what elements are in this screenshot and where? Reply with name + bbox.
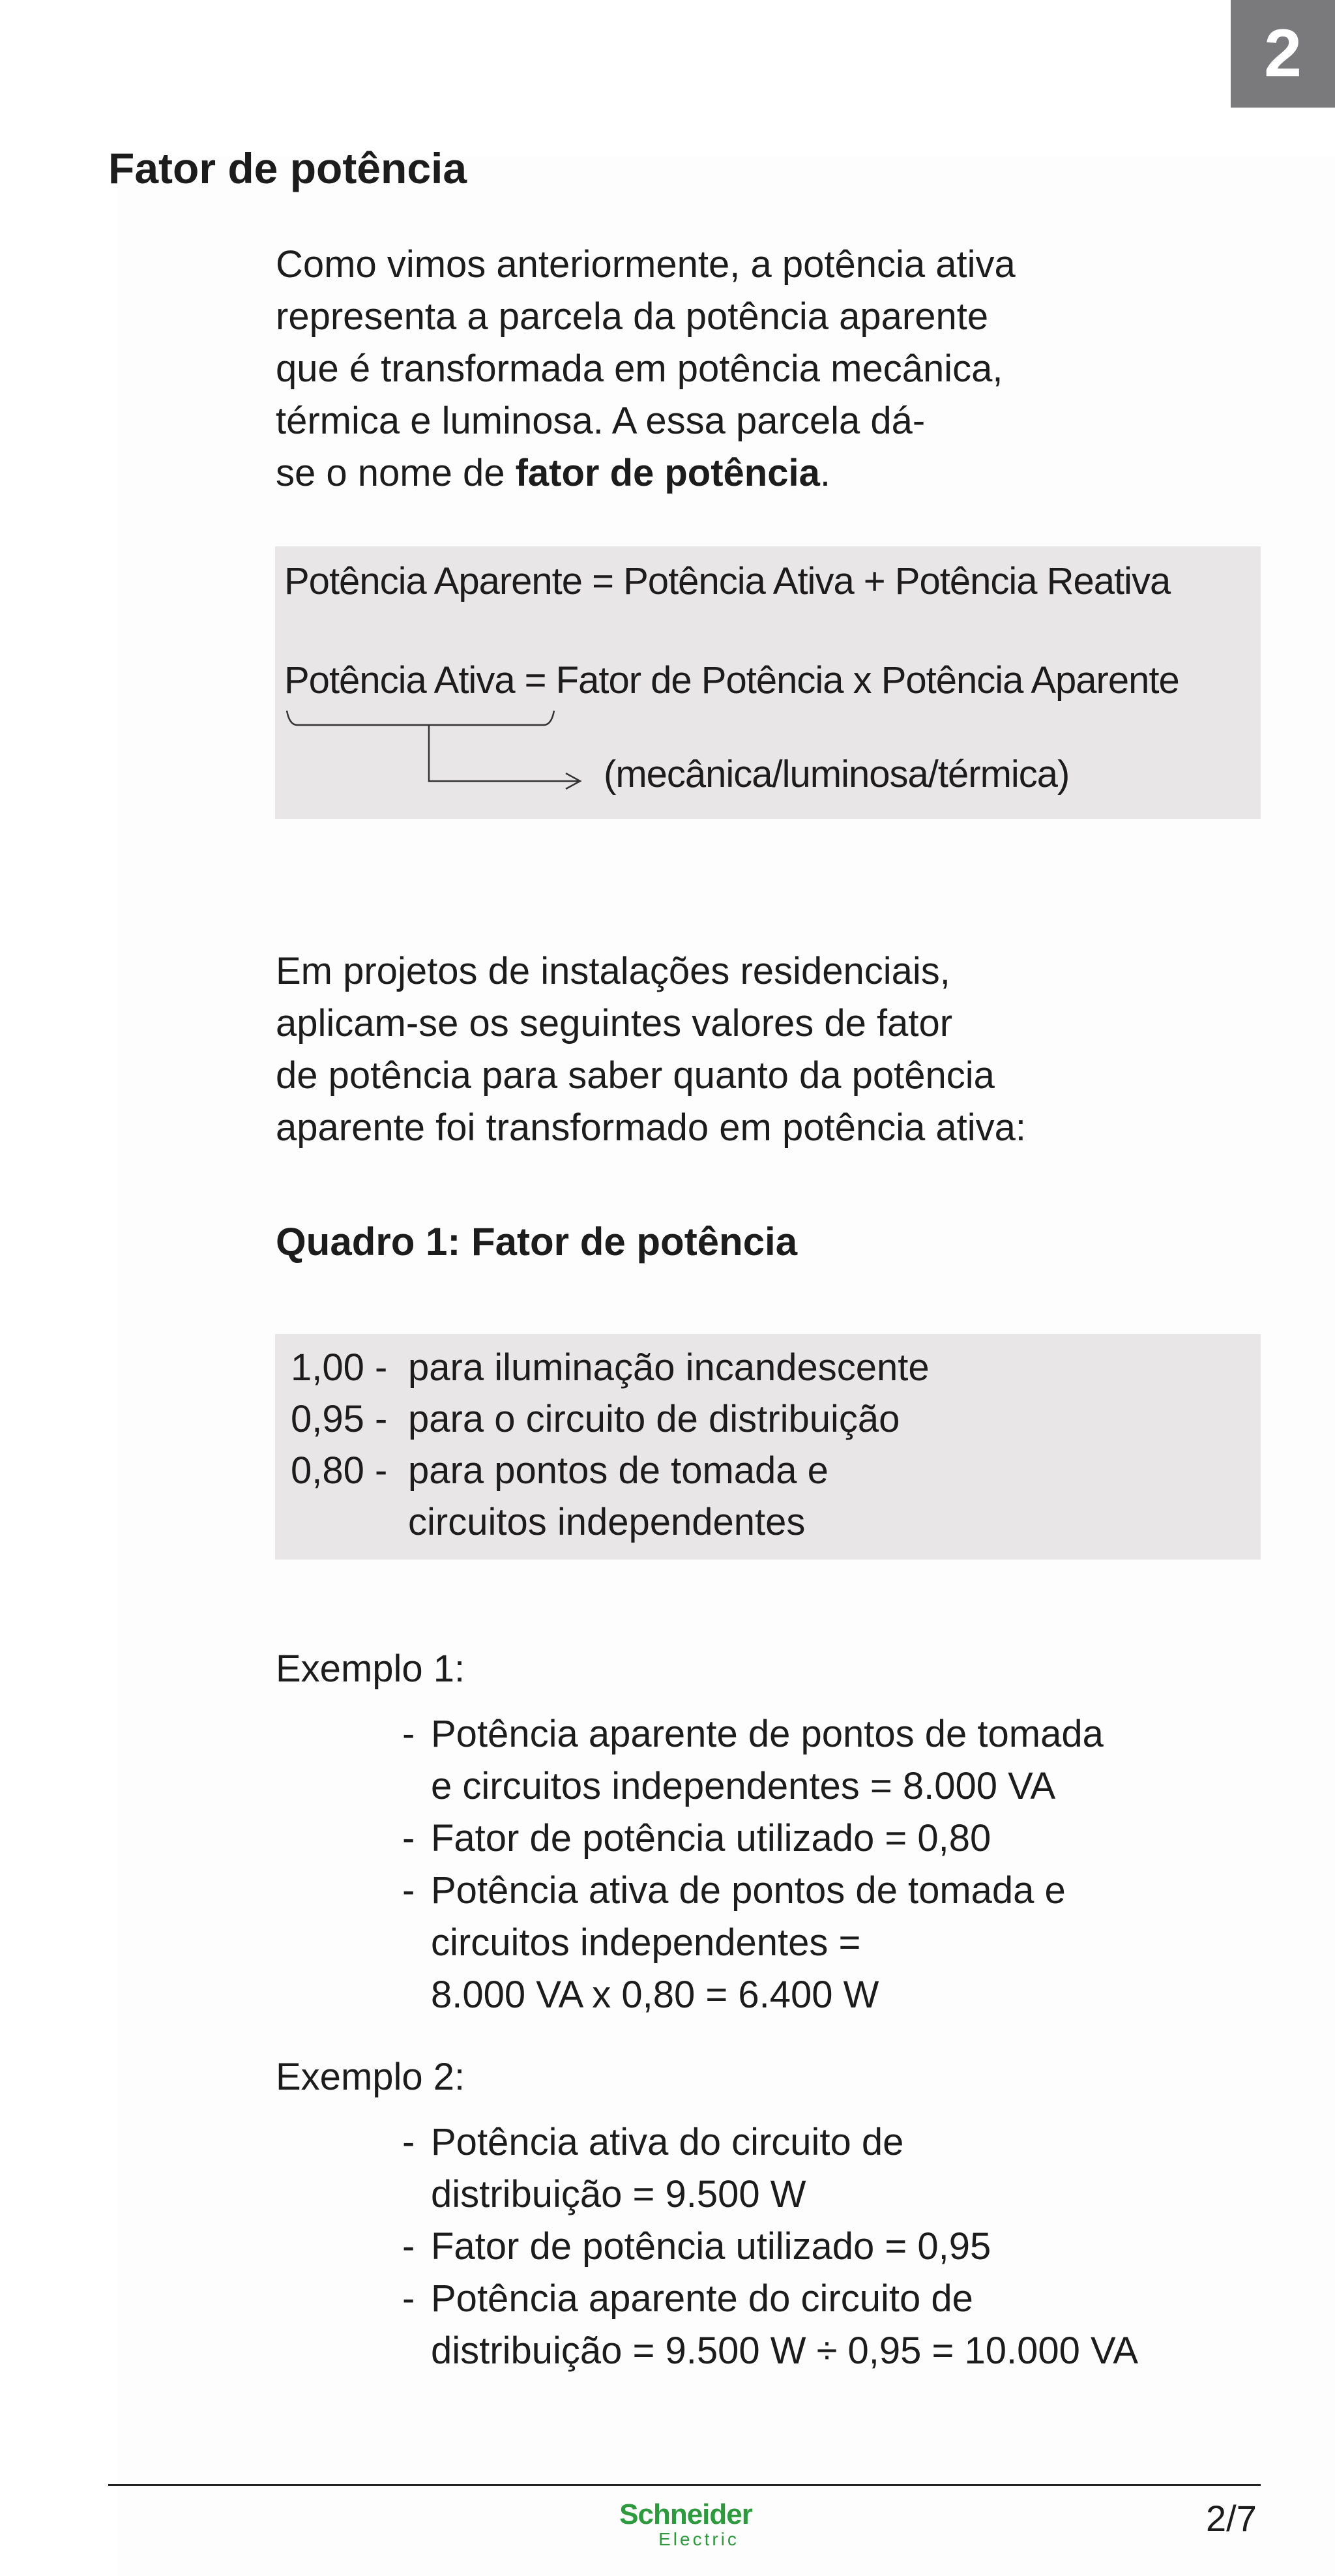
paragraph-2: [276, 945, 1026, 1154]
item-line: Potência aparente do circuito de: [431, 2277, 973, 2320]
intro-last-suffix: .: [819, 452, 830, 494]
intro-line: térmica e luminosa. A essa parcela dá-: [276, 400, 926, 442]
dash-bullet: -: [402, 2121, 415, 2163]
item-line: Potência ativa de pontos de tomada e: [431, 1869, 1066, 1912]
quadro-row-value: 0,80 -: [291, 1449, 388, 1492]
item-line: e circuitos independentes = 8.000 VA: [431, 1765, 1056, 1807]
intro-line: que é transformada em potência mecânica,: [276, 348, 1003, 390]
item-line: distribuição = 9.500 W ÷ 0,95 = 10.000 VA: [431, 2330, 1139, 2372]
item-line: Potência aparente de pontos de tomada: [431, 1713, 1104, 1755]
formula-box: [275, 546, 1261, 819]
intro-line: [276, 447, 1016, 499]
quadro-box: [275, 1334, 1261, 1560]
quadro-row: [291, 1449, 829, 1492]
example-1-list: [402, 1708, 1104, 2021]
intro-bold-term: fator de potência: [515, 452, 820, 494]
quadro-row: [291, 1397, 900, 1441]
example-1-item: [402, 1708, 1104, 1813]
item-line: Potência ativa do circuito de: [431, 2121, 904, 2163]
quadro-row-text: para iluminação incandescente: [408, 1346, 930, 1389]
intro-last-prefix: se o nome de: [276, 452, 516, 494]
intro-line: Como vimos anteriormente, a potência ativa: [276, 243, 1016, 286]
example-2-title: Exemplo 2:: [276, 2056, 465, 2098]
footer-rule: [108, 2484, 1261, 2486]
example-2-item: [402, 2221, 1138, 2273]
paragraph-line: aparente foi transformado em potência ativa:: [276, 1106, 1026, 1149]
formula-line-2: Potência Ativa = Fator de Potência x Potência Aparente: [284, 659, 1179, 702]
dash-bullet: -: [402, 2277, 415, 2320]
logo-brand: Schneider: [619, 2498, 752, 2530]
schneider-electric-logo: [608, 2500, 764, 2549]
quadro-row: [291, 1346, 930, 1389]
paragraph-line: de potência para saber quanto da potência: [276, 1054, 995, 1097]
quadro-row-text: para o circuito de distribuição: [408, 1398, 900, 1440]
item-line: Fator de potência utilizado = 0,80: [431, 1817, 991, 1859]
paragraph-line: aplicam-se os seguintes valores de fator: [276, 1002, 953, 1044]
quadro-row-text: circuitos independentes: [408, 1501, 806, 1543]
example-2-item: [402, 2273, 1138, 2377]
example-2-list: [402, 2116, 1138, 2377]
quadro-row-value: 1,00 -: [291, 1346, 388, 1389]
dash-bullet: -: [402, 2225, 415, 2268]
paragraph-line: Em projetos de instalações residenciais,: [276, 950, 950, 992]
dash-bullet: -: [402, 1713, 415, 1755]
item-line: distribuição = 9.500 W: [431, 2173, 806, 2215]
quadro-row: [291, 1500, 805, 1544]
formula-line-3: (mecânica/luminosa/térmica): [604, 753, 1070, 795]
quadro-row-text: para pontos de tomada e: [408, 1449, 829, 1492]
logo-sub: Electric: [658, 2529, 739, 2549]
section-title: Fator de potência: [108, 144, 467, 192]
example-1-item: [402, 1813, 1104, 1865]
item-line: 8.000 VA x 0,80 = 6.400 W: [431, 1974, 879, 2016]
example-1-title: Exemplo 1:: [276, 1648, 465, 1690]
formula-line-1: Potência Aparente = Potência Ativa + Potência Reativa: [284, 560, 1171, 602]
example-2-item: [402, 2116, 1138, 2221]
quadro-row-value: 0,95 -: [291, 1398, 388, 1440]
example-1-item: [402, 1865, 1104, 2021]
page-number: 2/7: [1206, 2498, 1257, 2539]
chapter-tab: 2: [1231, 0, 1335, 108]
item-line: circuitos independentes =: [431, 1921, 861, 1964]
quadro-title: Quadro 1: Fator de potência: [276, 1220, 798, 1264]
item-line: Fator de potência utilizado = 0,95: [431, 2225, 991, 2268]
intro-line: representa a parcela da potência aparente: [276, 295, 989, 338]
dash-bullet: -: [402, 1817, 415, 1859]
dash-bullet: -: [402, 1869, 415, 1912]
intro-paragraph: [276, 239, 1016, 499]
